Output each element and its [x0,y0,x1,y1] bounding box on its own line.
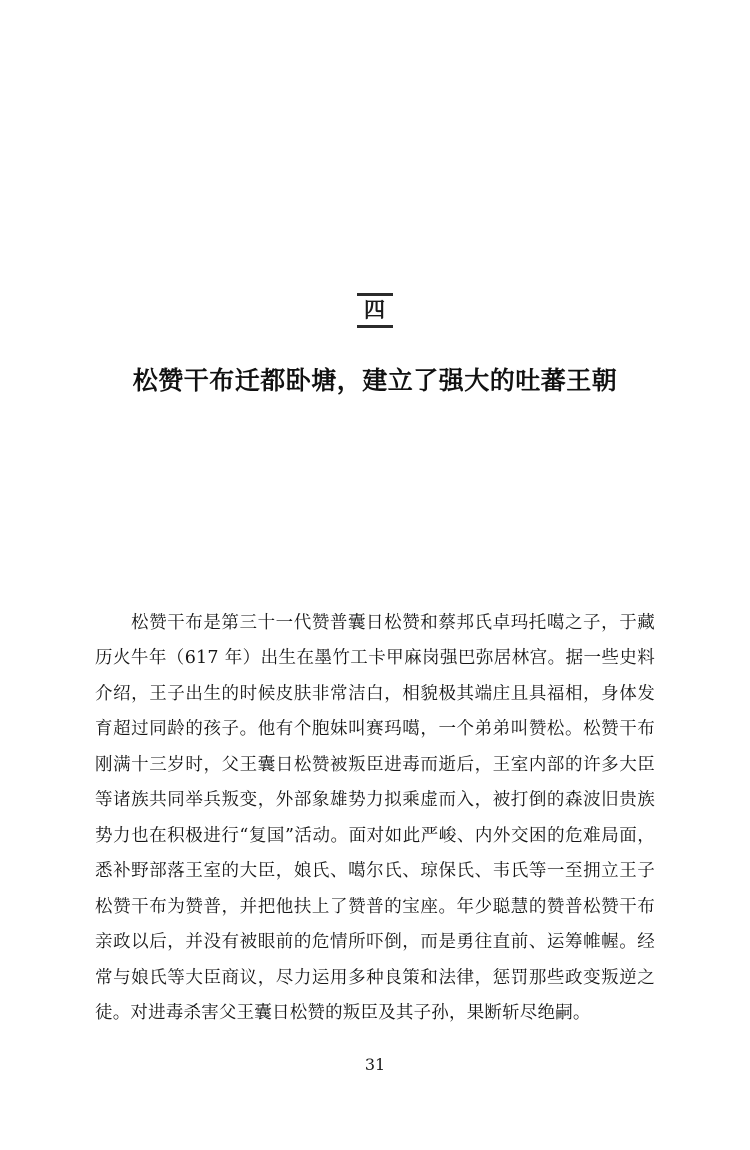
body-paragraph: 松赞干布是第三十一代赞普囊日松赞和蔡邦氏卓玛托噶之子，于藏历火牛年（617 年）出生在墨竹工卡甲麻岗强巴弥居林宫。据一些史料介绍，王子出生的时候皮肤非常洁白，相貌极其端庄且具福相，身体发育超过同龄的孩子。他有个胞妹叫赛玛噶，一个弟弟叫赞松。松赞干布刚满十三岁时，父王囊日松赞被叛臣进毒而逝后，王室内部的许多大臣等诸族共同举兵叛变，外部象雄势力拟乘虚而入，被打倒的森波旧贵族势力也在积极进行“复国”活动。面对如此严峻、内外交困的危难局面，悉补野部落王室的大臣，娘氏、噶尔氏、琼保氏、韦氏等一至拥立王子松赞干布为赞普，并把他扶上了赞普的宝座。年少聪慧的赞普松赞干布亲政以后，并没有被眼前的危情所吓倒，而是勇往直前、运筹帷幄。经常与娘氏等大臣商议，尽力运用多种良策和法律，惩罚那些政变叛逆之徒。对进毒杀害父王囊日松赞的叛臣及其子孙，果断斩尽绝嗣。 [95,612,655,1023]
chapter-title: 松赞干布迁都卧塘，建立了强大的吐蕃王朝 [132,365,618,395]
chapter-number: 四 [357,293,393,328]
page-number: 31 [364,1055,386,1074]
chapter-number-container [0,293,750,328]
